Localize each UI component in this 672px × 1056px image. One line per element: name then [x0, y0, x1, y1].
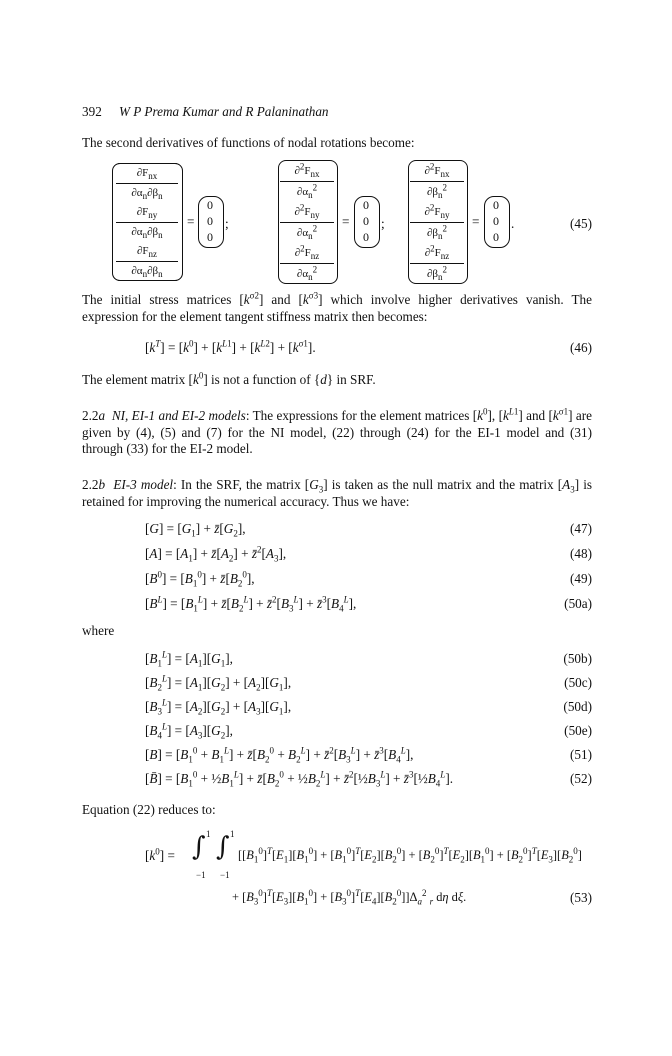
integral-2-lower: −1	[220, 870, 230, 880]
paragraph-intro: The second derivatives of functions of nodal rotations become:	[82, 135, 415, 150]
paragraph-eq22: Equation (22) reduces to:	[82, 802, 216, 817]
equation-46: $[k^T] = [k^0] + [k^{L1}] + [k^{L2}] + [k^{\sigma 1}]$.	[145, 338, 316, 355]
col1-1: $\partial\alpha_n\partial\beta_n$	[131, 187, 163, 202]
equation-number-51: (51)	[570, 747, 592, 762]
equation-number-49: (49)	[570, 571, 592, 586]
equation-number-53: (53)	[570, 890, 592, 905]
vector-col-1	[116, 164, 178, 281]
col1-5: $\partial\alpha_n\partial\beta_n$	[131, 265, 163, 280]
equation-48: $[A] = [A_1]$ + $z̄[A_2]$ + $z̄^2[A_3]$,	[145, 544, 287, 564]
integral-1-lower: −1	[196, 870, 206, 880]
zero-2c: 0	[363, 230, 369, 244]
equation-50d: $[B_3^L] = [A_2][G_2] + [A_3][G_1]$,	[145, 697, 292, 717]
eq53-lhs: $[k^0]$ =	[145, 846, 175, 863]
col3-2: $\partial^2F_{ny}$	[410, 202, 464, 223]
equation-51: $[B] = [B_1^0 + B_1^L]$ + $z̄[B_2^0 + B_2^L]$ + $z̄^2[B_3^L]$ + $z̄^3[B_4^L]$,	[145, 745, 414, 765]
col3-0: $\partial^2F_{nx}$	[410, 161, 464, 182]
paragraph-initial-stress: The initial stress matrices $[k^{\sigma 2}]$ and $[k^{\sigma 3}]$ which involve higher derivatives vanish. The expression for the element tangent stiffness matrix then becomes:	[82, 290, 592, 324]
col3-1: $\partial\beta_n^2$	[426, 182, 448, 201]
paragraph-2-2a: 2.2a NI, EI-1 and EI-2 models: The expressions for the element matrices $[k^0]$, $[k^{L1}]$ and $[k^{\sigma 1}]$ are given by (4), (5) and (7) for the NI model, (22) through (24) for the EI-1 model and (31) through (33) for the EI-2 model.	[82, 406, 593, 456]
col2-3: $\partial\alpha_n^2$	[296, 223, 318, 242]
col2-2: $\partial^2F_{ny}$	[280, 202, 334, 223]
zero-2b: 0	[363, 214, 369, 228]
equation-number-50b: (50b)	[563, 651, 592, 666]
col3-5: $\partial\beta_n^2$	[426, 264, 448, 283]
integral-1-upper: 1	[206, 829, 211, 839]
zero-3c: 0	[493, 230, 499, 244]
paragraph-2-2b: 2.2b EI-3 model: In the SRF, the matrix $[G_3]$ is taken as the null matrix and the matrix $[A_3]$ is retained for improving the numerical accuracy. Thus we have:	[82, 477, 592, 509]
col2-5: $\partial\alpha_n^2$	[296, 264, 318, 283]
col1-4: $\partial F_{nz}$	[116, 242, 178, 262]
zero-1b: 0	[207, 214, 213, 228]
col3-3: $\partial\beta_n^2$	[426, 223, 448, 242]
col3-4: $\partial^2F_{nz}$	[410, 243, 464, 264]
equals-2: =	[342, 214, 350, 229]
col2-0: $\partial^2F_{nx}$	[280, 161, 334, 182]
terminator: .	[511, 216, 515, 231]
zero-2a: 0	[363, 198, 369, 212]
equation-number-50c: (50c)	[564, 675, 592, 690]
equation-50a: $[B^L] = [B_1^L]$ + $z̄[B_2^L]$ + $z̄^2[B_3^L]$ + $z̄^3[B_4^L]$,	[145, 594, 357, 614]
equation-number-45: (45)	[570, 216, 592, 231]
equation-49: $[B^0] = [B_1^0]$ + $z̄[B_2^0]$,	[145, 569, 255, 589]
integral-2-upper: 1	[230, 829, 235, 839]
running-title: W P Prema Kumar and R Palaninathan	[119, 104, 329, 119]
equation-52: [B̄] = [$B_1^0$ + $\frac{1}{2}B_1^L$] + $z̄[B_2^0$ + $\frac{1}{2}B_2^L$] + $z̄^2[\frac{1}{2}B_3^L]$ + $z̄^3[\frac{1}{2}B_4^L]$.	[145, 769, 454, 789]
zero-1c: 0	[207, 230, 213, 244]
separator-2: ;	[381, 216, 385, 231]
equation-50e: $[B_4^L] = [A_3][G_2]$,	[145, 721, 233, 741]
col1-2: $\partial F_{ny}$	[116, 203, 178, 223]
separator-1: ;	[225, 216, 229, 231]
equation-47: $[G] = [G_1]$ + $z̄[G_2]$,	[145, 521, 246, 539]
equation-number-50d: (50d)	[563, 699, 592, 714]
equation-number-48: (48)	[570, 546, 592, 561]
zero-3b: 0	[493, 214, 499, 228]
col2-1: $\partial\alpha_n^2$	[296, 182, 318, 201]
zero-vector-3	[484, 197, 508, 245]
equation-number-50a: (50a)	[564, 596, 592, 611]
equation-number-47: (47)	[570, 521, 592, 536]
integral-sign-2: ∫	[216, 832, 230, 862]
eq53-line1: [$[B_1^0]^T[E_1][B_1^0] + [B_1^0]^T[E_2][B_2^0] + [B_2^0]^T[E_2][B_1^0] + [B_2^0]^T[E_3][B_2^0]$	[238, 845, 582, 865]
zero-vector-2	[354, 197, 378, 245]
equation-50b: $[B_1^L] = [A_1][G_1]$,	[145, 649, 233, 669]
integral-sign-1: ∫	[192, 832, 206, 862]
vector-col-3	[410, 161, 464, 284]
paragraph-srf: The element matrix $[k^0]$ is not a function of {d} in SRF.	[82, 370, 376, 387]
page-number: 392	[82, 104, 102, 119]
zero-1a: 0	[207, 198, 213, 212]
col2-4: $\partial^2F_{nz}$	[280, 243, 334, 264]
zero-3a: 0	[493, 198, 499, 212]
equation-50c: $[B_2^L] = [A_1][G_2] + [A_2][G_1]$,	[145, 673, 292, 693]
equation-number-52: (52)	[570, 771, 592, 786]
equals-3: =	[472, 214, 480, 229]
col1-0: $\partial F_{nx}$	[116, 164, 178, 184]
col1-3: $\partial\alpha_n\partial\beta_n$	[131, 226, 163, 241]
equation-number-46: (46)	[570, 340, 592, 355]
vector-col-2	[280, 161, 334, 284]
zero-vector-1	[198, 197, 222, 245]
eq53-line2: + $[B_3^0]^T[E_3][B_1^0] + [B_3^0]^T[E_4][B_2^0]]\Delta_a^2$ $_r$ dη dξ.	[232, 887, 467, 907]
equation-number-50e: (50e)	[564, 723, 592, 738]
equals-1: =	[187, 214, 195, 229]
where-label: where	[82, 623, 115, 638]
